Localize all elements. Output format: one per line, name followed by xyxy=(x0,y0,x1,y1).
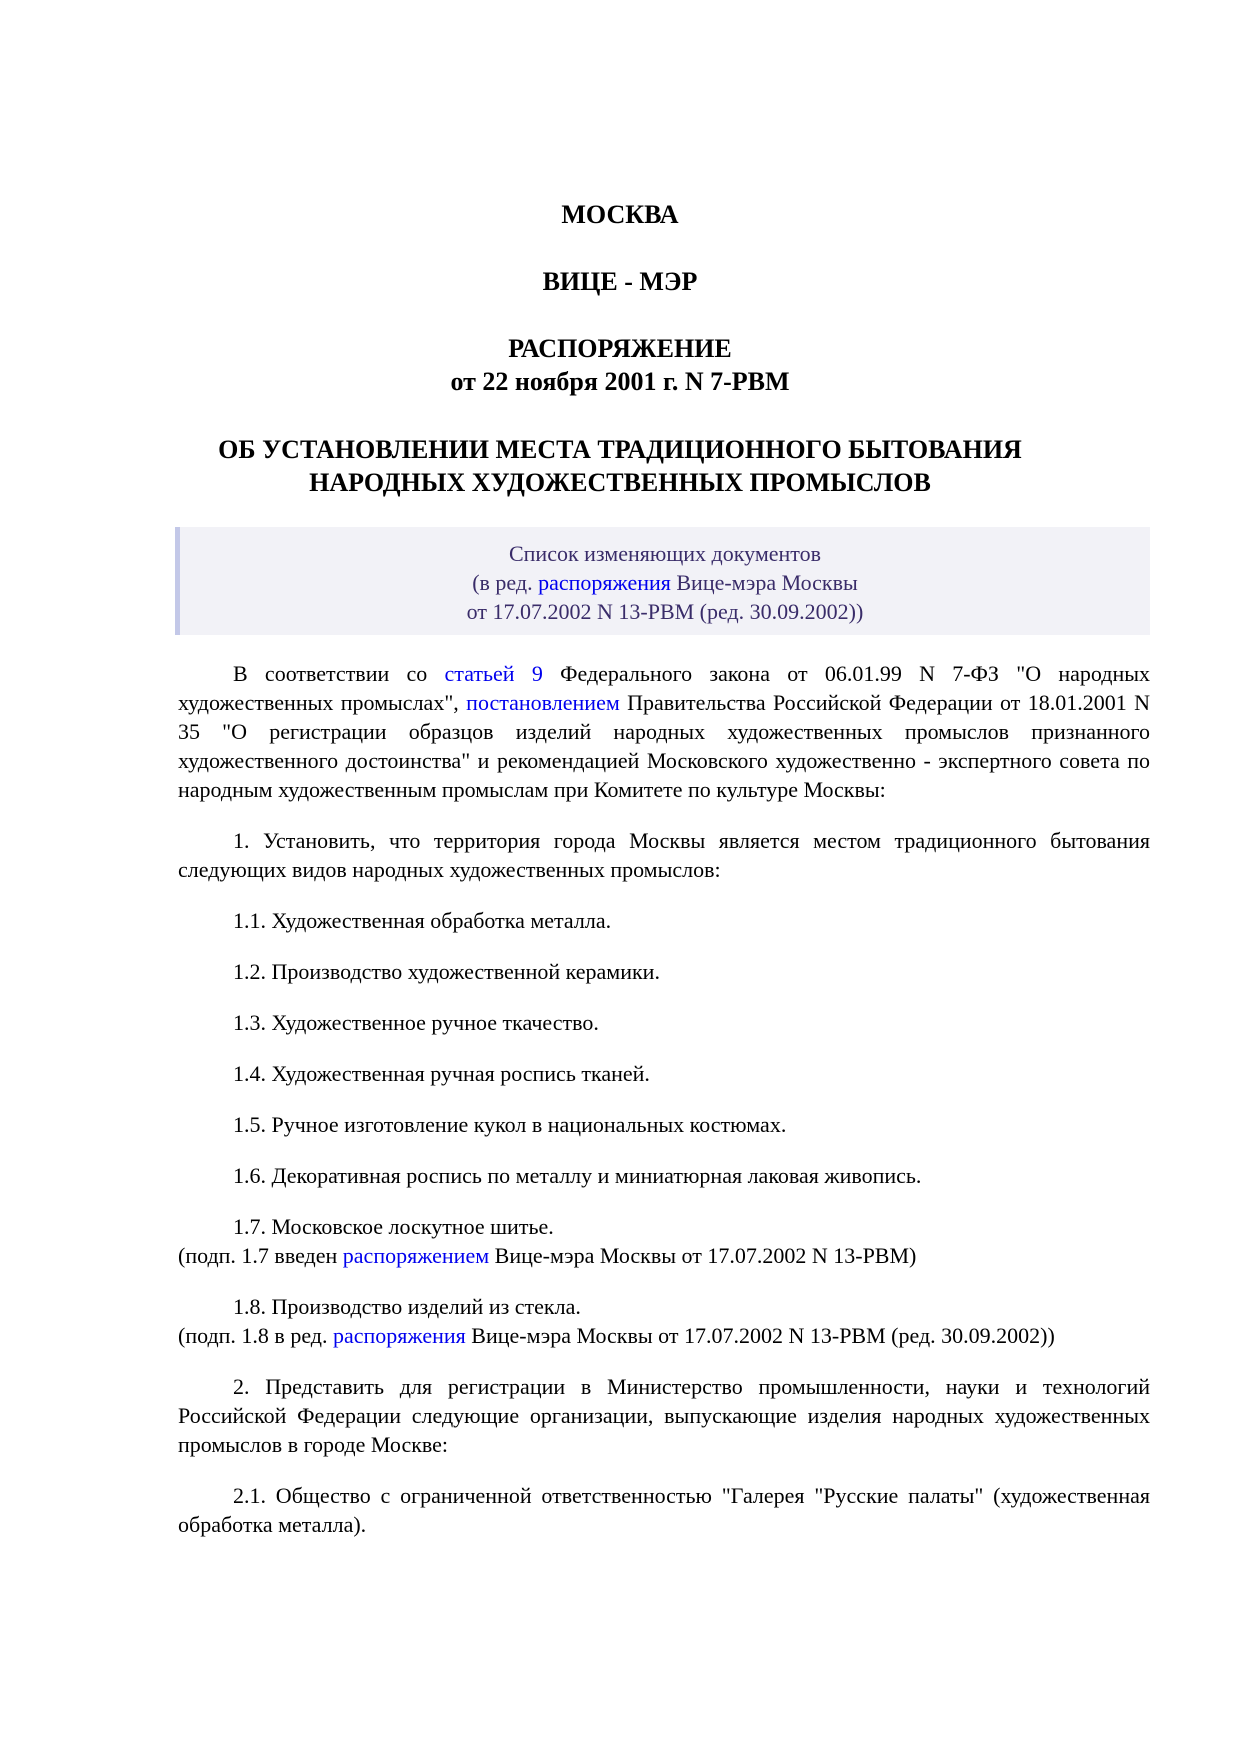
text: Вице-мэра Москвы от 17.07.2002 N 13-РВМ) xyxy=(489,1243,917,1268)
amendments-box xyxy=(175,527,1150,635)
item-1-1: 1.1. Художественная обработка металла. xyxy=(233,908,612,933)
text: Правительства Российской Федерации от 18.01.2001 N 35 "О регистрации образцов изделий народных художественных промыслов признанного художественного достоинства" и рекомендацией Московского художественно - экспертного совета по народным художественным промыслам при Комитете по культуре Москвы: xyxy=(178,690,1150,802)
item-2-1: 2.1. Общество с ограниченной ответственностью "Галерея "Русские палаты" (художественная обработка металла). xyxy=(178,1483,1150,1537)
doc-title-line2: НАРОДНЫХ ХУДОЖЕСТВЕННЫХ ПРОМЫСЛОВ xyxy=(309,468,931,497)
text: В соответствии со xyxy=(233,661,445,686)
amendment-link[interactable]: распоряжения xyxy=(538,570,671,595)
item-1-6: 1.6. Декоративная роспись по металлу и миниатюрная лаковая живопись. xyxy=(233,1163,922,1188)
article-link[interactable]: статьей 9 xyxy=(444,661,543,686)
resolution-link[interactable]: постановлением xyxy=(466,690,620,715)
item-2: 2. Представить для регистрации в Министерство промышленности, науки и технологий Российской Федерации следующие организации, выпускающие изделия народных художественных промыслов в городе Москве: xyxy=(178,1374,1150,1457)
text: (подп. 1.7 введен xyxy=(178,1243,343,1268)
text: (в ред. xyxy=(472,570,539,595)
item-1-3: 1.3. Художественное ручное ткачество. xyxy=(233,1010,599,1035)
item-1: 1. Установить, что территория города Москвы является местом традиционного бытования следующих видов народных художественных промыслов: xyxy=(178,828,1150,882)
document-body xyxy=(178,659,1150,1539)
preamble-paragraph xyxy=(178,659,1150,804)
office-heading: ВИЦЕ - МЭР xyxy=(542,267,698,296)
doc-type-heading: РАСПОРЯЖЕНИЕ xyxy=(508,334,732,363)
amendments-line2 xyxy=(180,568,1150,597)
amendments-heading: Список изменяющих документов xyxy=(508,541,821,566)
order-link[interactable]: распоряжения xyxy=(333,1323,466,1348)
item-1-8-note xyxy=(178,1321,1150,1350)
text: Вице-мэра Москвы от 17.07.2002 N 13-РВМ (ред. 30.09.2002)) xyxy=(465,1323,1055,1348)
item-1-5: 1.5. Ручное изготовление кукол в национальных костюмах. xyxy=(233,1112,787,1137)
item-1-2: 1.2. Производство художественной керамики. xyxy=(233,959,660,984)
item-1-8: 1.8. Производство изделий из стекла. xyxy=(233,1294,581,1319)
item-1-4: 1.4. Художественная ручная роспись тканей. xyxy=(233,1061,650,1086)
amendments-line3: от 17.07.2002 N 13-РВМ (ред. 30.09.2002)) xyxy=(466,599,864,624)
doc-title-line1: ОБ УСТАНОВЛЕНИИ МЕСТА ТРАДИЦИОННОГО БЫТОВАНИЯ xyxy=(218,435,1022,464)
doc-date-heading: от 22 ноября 2001 г. N 7-РВМ xyxy=(450,367,790,396)
order-link[interactable]: распоряжением xyxy=(342,1243,490,1268)
text: (подп. 1.8 в ред. xyxy=(178,1323,333,1348)
item-1-7: 1.7. Московское лоскутное шитье. xyxy=(233,1214,554,1239)
text: Федерального закона от 06.01.99 N 7-ФЗ "О народных художественных промыслах", xyxy=(178,661,1151,715)
city-heading: МОСКВА xyxy=(561,200,679,229)
item-1-7-note xyxy=(178,1241,1150,1270)
text: Вице-мэра Москвы xyxy=(670,570,858,595)
